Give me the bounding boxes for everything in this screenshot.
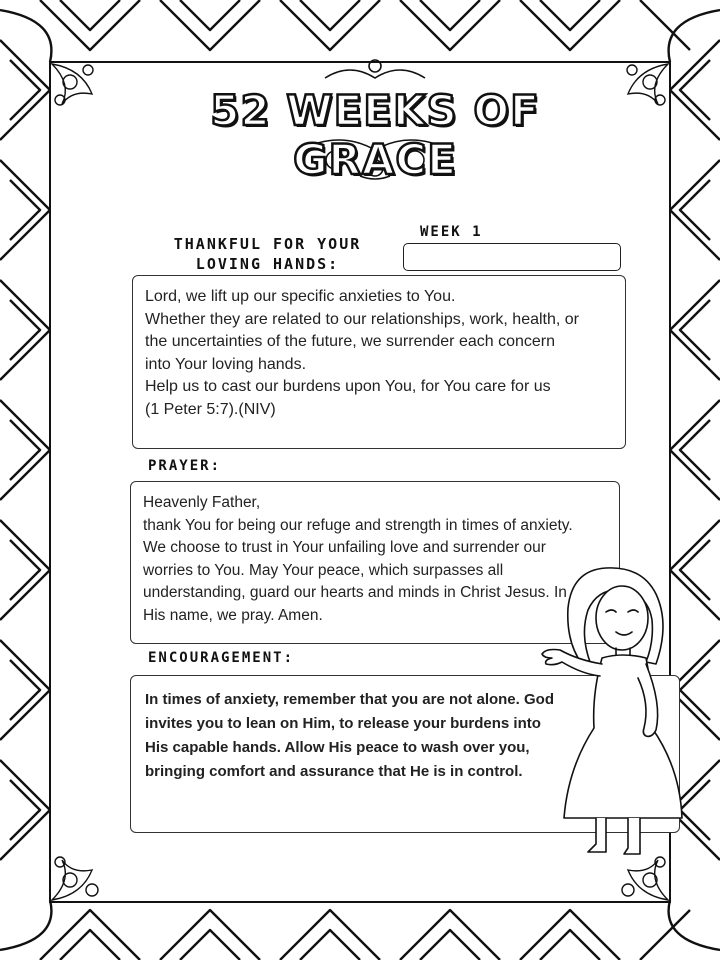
encouragement-line: bringing comfort and assurance that He is in control. — [145, 763, 523, 780]
prayer-line: We choose to trust in Your unfailing love and surrender our — [143, 539, 546, 556]
encouragement-line: invites you to lean on Him, to release your burdens into — [145, 715, 541, 732]
prayer-heading: PRAYER: — [148, 458, 222, 474]
verse-line: into Your loving hands. — [145, 355, 307, 373]
prayer-line: His name, we pray. Amen. — [143, 606, 323, 624]
verse-line: Lord, we lift up our specific anxieties to You. — [145, 288, 456, 305]
week-input-box[interactable] — [403, 243, 621, 271]
girl-illustration-icon — [536, 560, 686, 860]
thankful-heading-line1: THANKFUL FOR YOUR — [173, 235, 362, 253]
prayer-line: worries to You. May Your peace, which surpasses all — [143, 561, 504, 579]
prayer-line: thank You for being our refuge and strength in times of anxiety. — [143, 516, 573, 534]
prayer-line: understanding, guard our hearts and minds in Christ Jesus. In — [143, 584, 567, 601]
encouragement-line: In times of anxiety, remember that you are not alone. God — [145, 691, 554, 708]
thankful-heading-line2: LOVING HANDS: — [195, 255, 340, 273]
verse-line: Help us to cast our burdens upon You, for You care for us — [145, 378, 551, 395]
prayer-line: Heavenly Father, — [143, 494, 261, 511]
encouragement-line: His capable hands. Allow His peace to wash over you, — [145, 739, 530, 756]
encouragement-heading: ENCOURAGEMENT: — [148, 650, 295, 666]
verse-line: the uncertainties of the future, we surrender each concern — [145, 333, 556, 350]
page-title: 52 WEEKS OF GRACE — [210, 86, 540, 184]
verse-line: (1 Peter 5:7).(NIV) — [145, 400, 276, 418]
verse-box — [132, 275, 626, 449]
week-label: WEEK 1 — [420, 224, 483, 240]
thankful-heading — [160, 234, 375, 274]
verse-line: Whether they are related to our relationships, work, health, or — [145, 310, 579, 328]
